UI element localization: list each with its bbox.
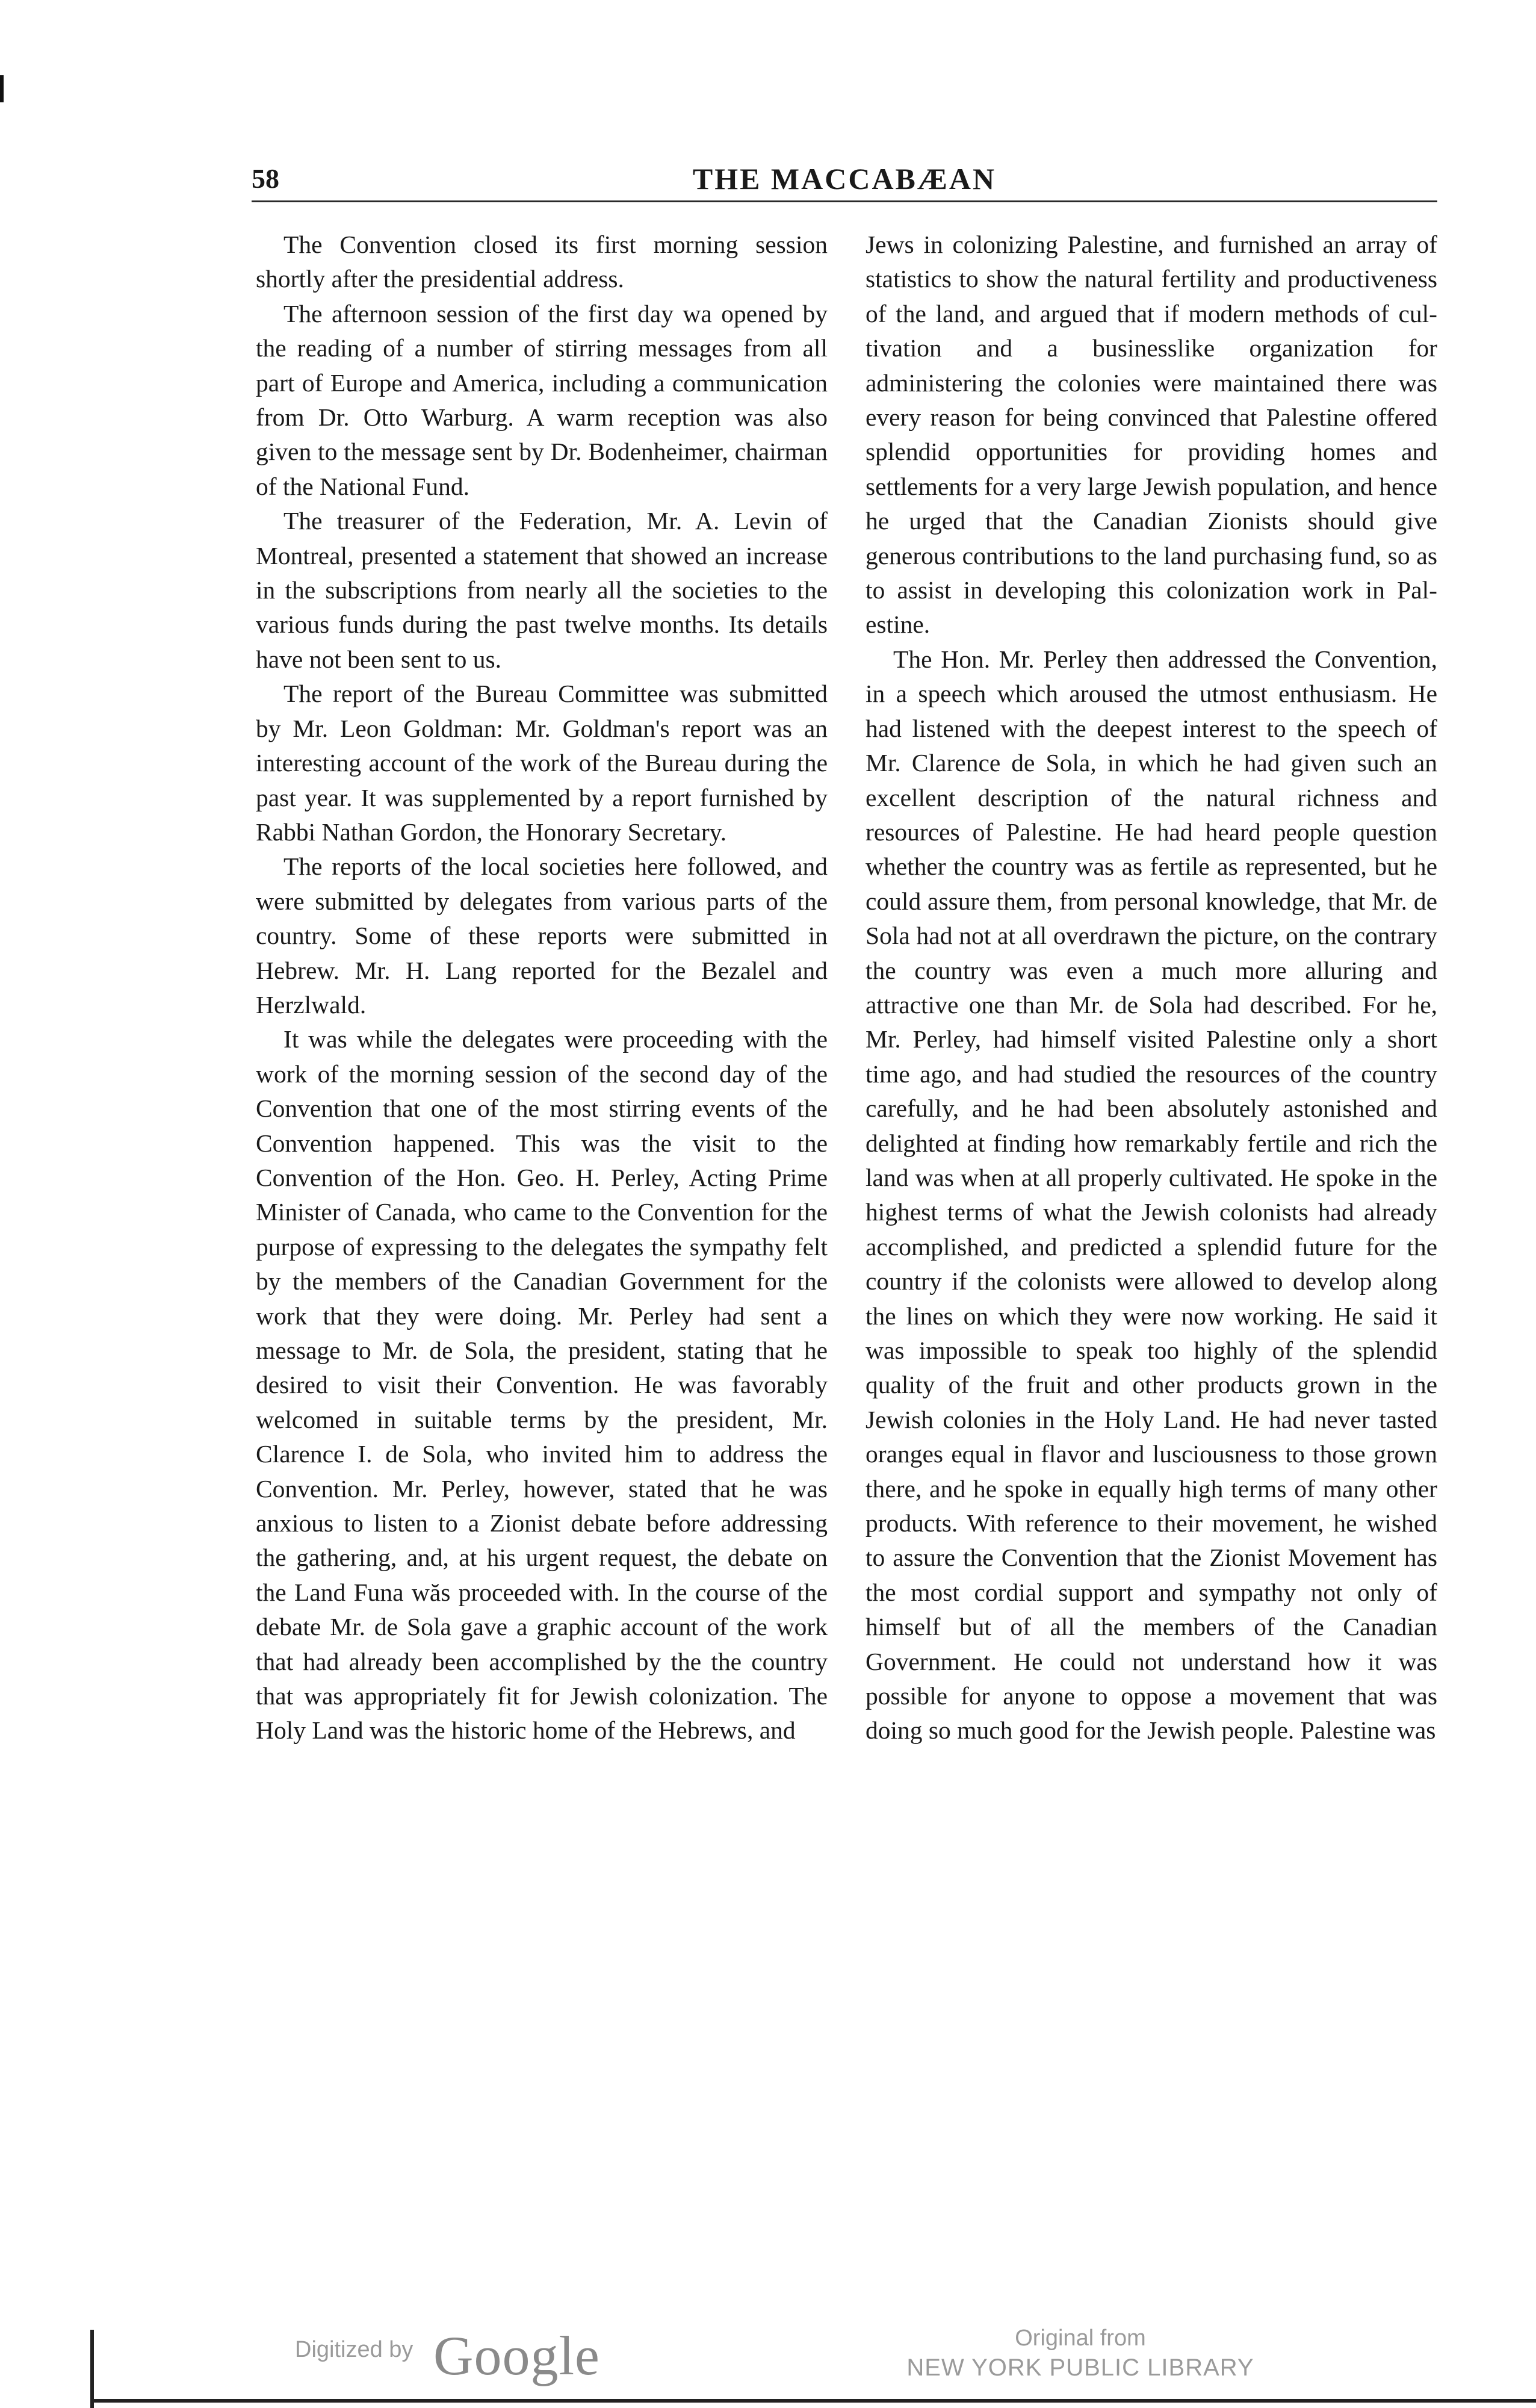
paragraph-continuation: Jews in colonizing Palestine, and furnished an array of statistics to show the natural fertility and productiveness of the land, and argued that if modern methods of cultivation and a businesslike organization for administering the colonies were maintained there was every reason for being convinced that Palestine offered splendid opportunities for providing homes and settlements for a very large Jewish population, and hence he urged that the Canadian Zionists should give generous contributions to the land purchasing fund, so as to assist in developing this colonization work in Palestine. xyxy=(866,231,1437,639)
right-column xyxy=(866,228,1437,1748)
original-source xyxy=(903,2324,1258,2383)
left-column xyxy=(256,228,828,1748)
original-from-label: Original from xyxy=(1015,2326,1146,2351)
paragraph: The Convention closed its first morning session shortly after the presidential address. xyxy=(256,231,828,293)
paragraph: The Hon. Mr. Perley then addressed the Convention, in a speech which aroused the utmost enthusiasm. He had listened with the deepest interest to the speech of Mr. Clarence de Sola, in which he had given such an excellent description of the natural richness and resources of Palestine. He had heard people question whether the country was as fertile as represented, but he could assure them, from personal knowledge, that Mr. de Sola had not at all overdrawn the picture, on the contrary the country was even a much more alluring and attractive one than Mr. de Sola had described. For he, Mr. Perley, had himself visited Palestine only a short time ago, and had studied the resources of the country carefully, and he had been absolutely astonished and delighted at finding how remarkably fertile and rich the land was when at all properly cultivated. He spoke in the highest terms of what the Jewish colonists had already accomplished, and predicted a splendid future for the country if the colonists were allowed to develop along the lines on which they were now working. He said it was impossible to speak too highly of the splendid quality of the fruit and other products grown in the Jewish colonies in the Holy Land. He had never tasted oranges equal in flavor and lusciousness to those grown there, and he spoke in equally high terms of many other products. With reference to their movement, he wished to assure the Convention that the Zionist Movement has the most cordial support and sympathy not only of himself but of all the members of the Canadian Government. He could not understand how it was possible for anyone to oppose a movement that was doing so much good for the Jewish people. Palestine was xyxy=(866,645,1437,1745)
library-name: NEW YORK PUBLIC LIBRARY xyxy=(906,2354,1254,2381)
paragraph: The reports of the local societies here followed, and were submitted by delegates from various parts of the country. Some of these reports were submitted in Hebrew. Mr. H. Lang reported for the Bezalel and Herzlwald. xyxy=(256,852,828,1019)
scan-bottom-edge xyxy=(90,2399,1536,2403)
scan-edge-mark xyxy=(0,75,4,102)
paragraph: The afternoon session of the first day wa opened by the reading of a number of stirring messages from all part of Europe and America, including a communication from Dr. Otto Warburg. A warm reception was also given to the message sent by Dr. Bodenheimer, chairman of the National Fund. xyxy=(256,299,828,500)
digitization-footer xyxy=(0,2324,1536,2408)
running-head: THE MACCABÆAN xyxy=(692,162,997,196)
paragraph: It was while the delegates were proceeding with the work of the morning session of the second day of the Convention that one of the most stirring events of the Convention happened. This was the visit to the Convention of the Hon. Geo. H. Perley, Acting Prime Minister of Canada, who came to the Convention for the purpose of expressing to the delegates the sympathy felt by the members of the Canadian Government for the work that they were doing. Mr. Perley had sent a message to Mr. de Sola, the president, stating that he desired to visit their Convention. He was favorably welcomed in suitable terms by the president, Mr. Clarence I. de Sola, who invited him to address the Convention. Mr. Perley, however, stated that he was anxious to listen to a Zionist debate before addressing the gathering, and, at his urgent request, the debate on the Land Funa wăs proceeded with. In the course of the debate Mr. de Sola gave a graphic account of the work that had already been accomplished by the the country that was appropriately fit for Jewish colonization. The Holy Land was the historic home of the Hebrews, and xyxy=(256,1025,828,1745)
paragraph: The treasurer of the Federation, Mr. A. Levin of Montreal, presented a statement that showed an increase in the subscriptions from nearly all the societies to the various funds during the past twelve months. Its details have not been sent to us. xyxy=(256,507,828,673)
scan-corner-mark xyxy=(90,2330,94,2408)
page-number: 58 xyxy=(252,163,279,194)
paragraph: The report of the Bureau Committee was submitted by Mr. Leon Goldman: Mr. Goldman's report was an interesting account of the work of the Bureau during the past year. It was supplemented by a report furnished by Rabbi Nathan Gordon, the Honorary Secretary. xyxy=(256,680,828,846)
header-rule xyxy=(252,200,1437,202)
digitized-by-label: Digitized by xyxy=(295,2337,413,2362)
page-header xyxy=(252,158,1437,200)
google-logo: Google xyxy=(433,2325,600,2386)
